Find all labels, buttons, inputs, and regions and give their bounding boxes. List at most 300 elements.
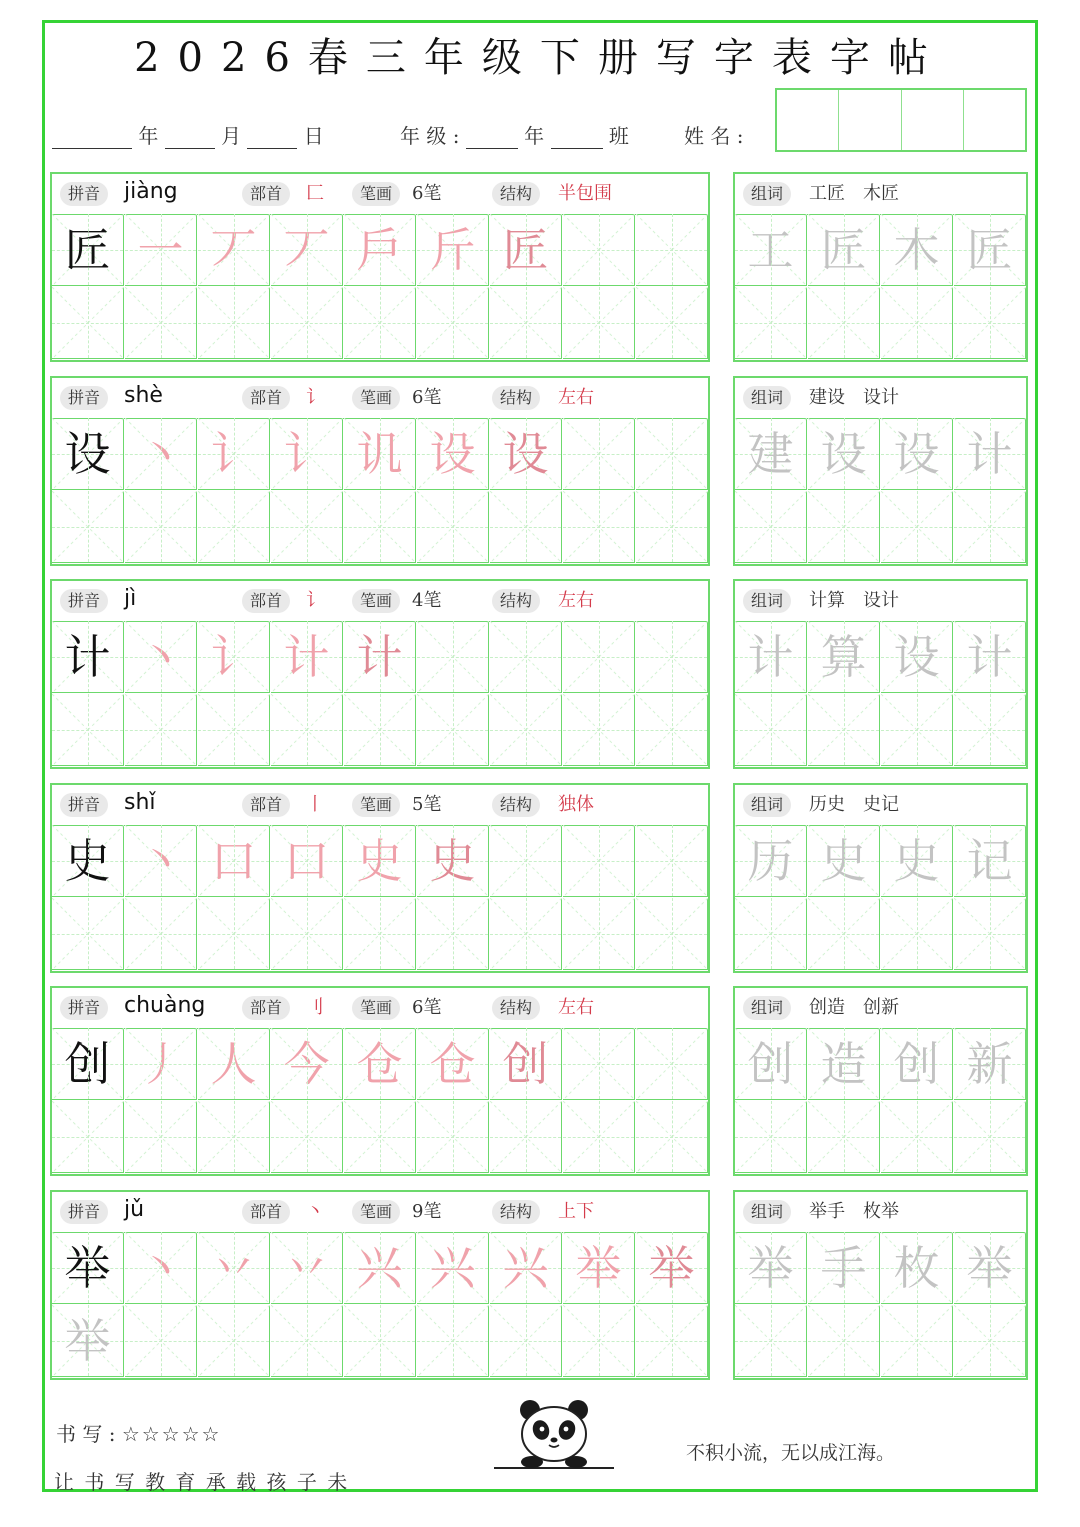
stroke-step-character: 一 <box>137 222 184 277</box>
practice-cell[interactable] <box>344 825 416 897</box>
practice-cell[interactable] <box>808 1101 880 1173</box>
practice-cell[interactable] <box>735 1028 807 1100</box>
class-blank[interactable] <box>551 128 603 149</box>
practice-cell[interactable] <box>125 1305 197 1377</box>
pinyin-value: jiàng <box>124 179 178 204</box>
practice-cell[interactable] <box>271 214 343 286</box>
trace-character: 计 <box>966 629 1013 684</box>
character-practice-block <box>50 783 710 973</box>
practice-cell[interactable] <box>808 825 880 897</box>
strokes-tag: 笔画 <box>352 793 400 817</box>
writing-label: 书 写 : <box>56 1422 116 1446</box>
practice-cell[interactable] <box>198 491 270 563</box>
practice-cell[interactable] <box>954 694 1026 766</box>
cell-guide-lines <box>125 694 197 766</box>
stroke-step-character: 兴 <box>429 1240 476 1295</box>
model-character: 匠 <box>64 222 111 277</box>
practice-cell[interactable] <box>198 418 270 490</box>
practice-cell[interactable] <box>881 825 953 897</box>
practice-cell[interactable] <box>881 1028 953 1100</box>
character-info-header <box>52 174 708 215</box>
practice-cell[interactable] <box>954 1101 1026 1173</box>
practice-cell[interactable] <box>417 1101 489 1173</box>
cell-guide-lines <box>52 287 124 359</box>
cell-guide-lines <box>52 491 124 563</box>
practice-cell[interactable] <box>198 694 270 766</box>
practice-cell[interactable] <box>808 694 880 766</box>
practice-cell[interactable] <box>954 491 1026 563</box>
cell-guide-lines <box>563 898 635 970</box>
practice-cell[interactable] <box>344 1101 416 1173</box>
stroke-step-character: 丶 <box>137 833 184 888</box>
cell-guide-lines <box>417 621 489 693</box>
practice-cell[interactable] <box>881 214 953 286</box>
character-info-header <box>52 785 708 826</box>
practice-cell[interactable] <box>636 287 708 359</box>
practice-cell[interactable] <box>636 825 708 897</box>
practice-cell[interactable] <box>636 621 708 693</box>
cell-guide-lines <box>636 214 708 286</box>
class-label: 班 <box>608 124 629 148</box>
practice-cell[interactable] <box>125 1028 197 1100</box>
radical-value: 讠 <box>306 590 324 611</box>
practice-cell[interactable] <box>125 621 197 693</box>
practice-cell[interactable] <box>490 491 562 563</box>
cell-guide-lines <box>563 418 635 490</box>
practice-cell[interactable] <box>954 825 1026 897</box>
character-practice-block <box>50 579 710 769</box>
practice-cell[interactable] <box>490 214 562 286</box>
practice-cell[interactable] <box>125 898 197 970</box>
practice-cell[interactable] <box>490 1305 562 1377</box>
trace-character: 木 <box>893 222 940 277</box>
practice-cell[interactable] <box>198 1305 270 1377</box>
practice-cell[interactable] <box>271 1232 343 1304</box>
practice-cell[interactable] <box>735 1101 807 1173</box>
words-tag: 组词 <box>743 1200 791 1224</box>
practice-cell[interactable] <box>52 1101 124 1173</box>
practice-cell[interactable] <box>125 418 197 490</box>
practice-cell[interactable] <box>271 1101 343 1173</box>
practice-cell[interactable] <box>417 825 489 897</box>
practice-cell[interactable] <box>52 1232 124 1304</box>
stroke-step-character: 讠 <box>210 426 257 481</box>
stroke-step-character: 仓 <box>356 1036 403 1091</box>
practice-cell[interactable] <box>198 621 270 693</box>
practice-cell[interactable] <box>881 287 953 359</box>
cell-guide-lines <box>490 491 562 563</box>
practice-cell[interactable] <box>735 418 807 490</box>
words-tag: 组词 <box>743 589 791 613</box>
cell-guide-lines <box>954 491 1026 563</box>
cell-guide-lines <box>344 694 416 766</box>
practice-cell[interactable] <box>125 1101 197 1173</box>
cell-guide-lines <box>125 1101 197 1173</box>
practice-cell[interactable] <box>808 1028 880 1100</box>
practice-cell[interactable] <box>636 1232 708 1304</box>
name-cell[interactable] <box>777 90 839 150</box>
practice-cell[interactable] <box>52 694 124 766</box>
practice-cell[interactable] <box>271 1305 343 1377</box>
practice-cell[interactable] <box>735 621 807 693</box>
practice-cell[interactable] <box>344 491 416 563</box>
practice-cell[interactable] <box>198 1232 270 1304</box>
practice-cell[interactable] <box>344 898 416 970</box>
practice-cell[interactable] <box>490 694 562 766</box>
structure-tag: 结构 <box>492 793 540 817</box>
character-practice-block <box>50 1190 710 1380</box>
cell-guide-lines <box>954 1101 1026 1173</box>
practice-cell[interactable] <box>808 1305 880 1377</box>
trace-character: 创 <box>747 1036 794 1091</box>
practice-cell[interactable] <box>954 621 1026 693</box>
cell-guide-lines <box>490 1101 562 1173</box>
practice-cell[interactable] <box>344 418 416 490</box>
year-blank[interactable] <box>52 128 132 149</box>
stroke-step-character: 计 <box>356 629 403 684</box>
practice-cell[interactable] <box>417 287 489 359</box>
practice-cell[interactable] <box>490 898 562 970</box>
practice-cell[interactable] <box>125 1232 197 1304</box>
cell-guide-lines <box>808 491 880 563</box>
cell-guide-lines <box>636 621 708 693</box>
cell-guide-lines <box>490 694 562 766</box>
practice-cell[interactable] <box>417 621 489 693</box>
name-cell[interactable] <box>964 90 1025 150</box>
pinyin-value: chuàng <box>124 993 206 1018</box>
practice-cell[interactable] <box>52 1305 124 1377</box>
cell-guide-lines <box>563 1028 635 1100</box>
practice-cell[interactable] <box>198 825 270 897</box>
practice-cell[interactable] <box>563 898 635 970</box>
strokes-tag: 笔画 <box>352 182 400 206</box>
structure-value: 半包围 <box>558 183 612 204</box>
practice-cell[interactable] <box>125 214 197 286</box>
practice-cell[interactable] <box>636 1101 708 1173</box>
practice-cell[interactable] <box>954 1232 1026 1304</box>
stroke-step-character: 设 <box>502 426 549 481</box>
practice-cell[interactable] <box>271 418 343 490</box>
practice-cell[interactable] <box>198 898 270 970</box>
character-practice-block <box>50 172 710 362</box>
words-value: 举手 枚举 <box>809 1201 899 1222</box>
practice-cell[interactable] <box>271 621 343 693</box>
practice-cell[interactable] <box>344 1232 416 1304</box>
cell-guide-lines <box>52 898 124 970</box>
character-practice-block <box>50 986 710 1176</box>
practice-cell[interactable] <box>490 1028 562 1100</box>
cell-guide-lines <box>490 287 562 359</box>
practice-cell[interactable] <box>563 621 635 693</box>
trace-character: 匠 <box>966 222 1013 277</box>
practice-cell[interactable] <box>735 491 807 563</box>
practice-cell[interactable] <box>52 418 124 490</box>
practice-cell[interactable] <box>125 825 197 897</box>
stroke-step-character: 仓 <box>429 1036 476 1091</box>
practice-cell[interactable] <box>881 1101 953 1173</box>
stroke-step-character: 丷 <box>210 1240 257 1295</box>
practice-cell[interactable] <box>563 491 635 563</box>
practice-cell[interactable] <box>735 694 807 766</box>
radical-value: 讠 <box>306 387 324 408</box>
practice-cell[interactable] <box>52 621 124 693</box>
stroke-step-character: 讠 <box>283 426 330 481</box>
practice-cell[interactable] <box>344 694 416 766</box>
star-rating[interactable]: ☆☆☆☆☆ <box>121 1422 222 1446</box>
cell-guide-lines <box>271 287 343 359</box>
stroke-step-character: 史 <box>356 833 403 888</box>
trace-character: 枚 <box>893 1240 940 1295</box>
cell-guide-lines <box>198 287 270 359</box>
model-character: 创 <box>64 1036 111 1091</box>
practice-cell[interactable] <box>954 287 1026 359</box>
practice-cell[interactable] <box>636 694 708 766</box>
cell-guide-lines <box>417 694 489 766</box>
structure-value: 上下 <box>558 1201 594 1222</box>
grade-year-blank[interactable] <box>466 128 518 149</box>
practice-cell[interactable] <box>636 1305 708 1377</box>
date-line <box>52 120 324 149</box>
practice-cell[interactable] <box>808 621 880 693</box>
practice-cell[interactable] <box>52 214 124 286</box>
cell-guide-lines <box>636 1101 708 1173</box>
pinyin-tag: 拼音 <box>60 793 108 817</box>
slogan: 让 书 写 教 育 承 载 孩 子 未 <box>54 1470 350 1494</box>
practice-cell[interactable] <box>417 694 489 766</box>
cell-guide-lines <box>271 898 343 970</box>
cell-guide-lines <box>735 694 807 766</box>
practice-cell[interactable] <box>881 694 953 766</box>
stroke-step-character: 人 <box>210 1036 257 1091</box>
pinyin-tag: 拼音 <box>60 182 108 206</box>
word-header <box>735 378 1026 419</box>
practice-cell[interactable] <box>52 491 124 563</box>
word-header <box>735 581 1026 622</box>
practice-cell[interactable] <box>417 418 489 490</box>
practice-cell[interactable] <box>563 1028 635 1100</box>
words-value: 工匠 木匠 <box>809 183 899 204</box>
cell-guide-lines <box>52 1101 124 1173</box>
stroke-step-character: 兴 <box>356 1240 403 1295</box>
stroke-step-character: 丶 <box>137 1240 184 1295</box>
trace-character: 设 <box>893 426 940 481</box>
practice-cell[interactable] <box>735 1305 807 1377</box>
radical-value: 丶 <box>306 1201 324 1222</box>
practice-cell[interactable] <box>881 621 953 693</box>
practice-cell[interactable] <box>636 898 708 970</box>
practice-cell[interactable] <box>881 1305 953 1377</box>
word-practice-block <box>733 783 1028 973</box>
trace-character: 史 <box>893 833 940 888</box>
practice-cell[interactable] <box>125 491 197 563</box>
trace-character: 算 <box>820 629 867 684</box>
practice-cell[interactable] <box>344 287 416 359</box>
cell-guide-lines <box>881 1101 953 1173</box>
practice-cell[interactable] <box>125 694 197 766</box>
month-blank[interactable] <box>165 128 215 149</box>
practice-cell[interactable] <box>344 214 416 286</box>
word-practice-block <box>733 986 1028 1176</box>
cell-guide-lines <box>563 214 635 286</box>
practice-cell[interactable] <box>808 214 880 286</box>
practice-cell[interactable] <box>52 287 124 359</box>
cell-guide-lines <box>881 491 953 563</box>
practice-cell[interactable] <box>271 694 343 766</box>
model-character: 计 <box>64 629 111 684</box>
radical-tag: 部首 <box>242 1200 290 1224</box>
practice-cell[interactable] <box>198 1101 270 1173</box>
cell-guide-lines <box>417 898 489 970</box>
practice-cell[interactable] <box>271 825 343 897</box>
strokes-value: 4笔 <box>412 590 442 611</box>
name-cell[interactable] <box>839 90 901 150</box>
practice-cell[interactable] <box>563 287 635 359</box>
strokes-tag: 笔画 <box>352 386 400 410</box>
stroke-step-character: 丿 <box>137 1036 184 1091</box>
strokes-value: 9笔 <box>412 1201 442 1222</box>
stroke-step-character: 计 <box>283 629 330 684</box>
trace-character: 设 <box>820 426 867 481</box>
word-practice-block <box>733 579 1028 769</box>
word-header <box>735 174 1026 215</box>
practice-cell[interactable] <box>636 418 708 490</box>
practice-cell[interactable] <box>198 1028 270 1100</box>
practice-cell[interactable] <box>198 214 270 286</box>
day-blank[interactable] <box>247 128 297 149</box>
cell-guide-lines <box>636 418 708 490</box>
practice-cell[interactable] <box>954 1028 1026 1100</box>
radical-tag: 部首 <box>242 589 290 613</box>
name-cell[interactable] <box>902 90 964 150</box>
trace-character: 工 <box>747 222 794 277</box>
strokes-value: 6笔 <box>412 997 442 1018</box>
name-box[interactable] <box>775 88 1027 152</box>
stroke-step-character: 兴 <box>502 1240 549 1295</box>
name-label: 姓 名 : <box>684 124 744 148</box>
practice-cell[interactable] <box>417 1305 489 1377</box>
practice-cell[interactable] <box>125 287 197 359</box>
strokes-tag: 笔画 <box>352 996 400 1020</box>
practice-cell[interactable] <box>198 287 270 359</box>
practice-cell[interactable] <box>881 491 953 563</box>
practice-cell[interactable] <box>808 287 880 359</box>
cell-guide-lines <box>125 491 197 563</box>
practice-cell[interactable] <box>490 621 562 693</box>
grade-label: 年 级 : <box>400 124 460 148</box>
cell-guide-lines <box>808 898 880 970</box>
strokes-tag: 笔画 <box>352 589 400 613</box>
practice-cell[interactable] <box>808 1232 880 1304</box>
structure-tag: 结构 <box>492 386 540 410</box>
cell-guide-lines <box>125 287 197 359</box>
cell-guide-lines <box>954 898 1026 970</box>
cell-guide-lines <box>735 287 807 359</box>
practice-cell[interactable] <box>417 898 489 970</box>
practice-cell[interactable] <box>881 418 953 490</box>
practice-cell[interactable] <box>808 418 880 490</box>
practice-cell[interactable] <box>563 1232 635 1304</box>
stroke-step-character: 设 <box>429 426 476 481</box>
stroke-step-character: 举 <box>575 1240 622 1295</box>
word-header <box>735 1192 1026 1233</box>
practice-cell[interactable] <box>490 1232 562 1304</box>
practice-cell[interactable] <box>636 491 708 563</box>
practice-cell[interactable] <box>271 287 343 359</box>
practice-cell[interactable] <box>881 1232 953 1304</box>
practice-cell[interactable] <box>636 214 708 286</box>
page-title: 2026春三年级下册写字表字帖 <box>134 35 946 81</box>
practice-cell[interactable] <box>808 491 880 563</box>
practice-cell[interactable] <box>490 825 562 897</box>
practice-cell[interactable] <box>344 1028 416 1100</box>
proverb: 不积小流，无以成江海。 <box>686 1442 896 1464</box>
practice-cell[interactable] <box>417 1028 489 1100</box>
practice-cell[interactable] <box>735 214 807 286</box>
cell-guide-lines <box>881 1305 953 1377</box>
practice-cell[interactable] <box>954 898 1026 970</box>
practice-cell[interactable] <box>735 1232 807 1304</box>
practice-cell[interactable] <box>490 418 562 490</box>
cell-guide-lines <box>417 491 489 563</box>
structure-value: 独体 <box>558 794 594 815</box>
cell-guide-lines <box>417 287 489 359</box>
practice-cell[interactable] <box>563 214 635 286</box>
practice-cell[interactable] <box>636 1028 708 1100</box>
practice-cell[interactable] <box>490 1101 562 1173</box>
words-tag: 组词 <box>743 182 791 206</box>
cell-guide-lines <box>636 898 708 970</box>
pinyin-tag: 拼音 <box>60 996 108 1020</box>
practice-cell[interactable] <box>563 694 635 766</box>
practice-cell[interactable] <box>881 898 953 970</box>
practice-cell[interactable] <box>490 287 562 359</box>
practice-cell[interactable] <box>735 825 807 897</box>
practice-cell[interactable] <box>271 491 343 563</box>
practice-cell[interactable] <box>271 898 343 970</box>
practice-cell[interactable] <box>954 418 1026 490</box>
practice-cell[interactable] <box>52 825 124 897</box>
word-practice-block <box>733 1190 1028 1380</box>
practice-cell[interactable] <box>271 1028 343 1100</box>
practice-cell[interactable] <box>735 287 807 359</box>
practice-cell[interactable] <box>344 1305 416 1377</box>
practice-cell[interactable] <box>417 214 489 286</box>
structure-value: 左右 <box>558 997 594 1018</box>
practice-cell[interactable] <box>808 898 880 970</box>
cell-guide-lines <box>490 825 562 897</box>
pinyin-value: jǔ <box>124 1197 145 1222</box>
radical-value: 丨 <box>306 794 324 815</box>
cell-guide-lines <box>52 694 124 766</box>
practice-cell[interactable] <box>954 214 1026 286</box>
practice-cell[interactable] <box>52 1028 124 1100</box>
practice-cell[interactable] <box>563 1101 635 1173</box>
practice-cell[interactable] <box>52 898 124 970</box>
practice-cell[interactable] <box>417 491 489 563</box>
practice-cell[interactable] <box>344 621 416 693</box>
trace-character: 举 <box>966 1240 1013 1295</box>
practice-cell[interactable] <box>563 418 635 490</box>
structure-tag: 结构 <box>492 182 540 206</box>
month-label: 月 <box>221 124 242 148</box>
cell-guide-lines <box>417 1305 489 1377</box>
practice-cell[interactable] <box>735 898 807 970</box>
practice-cell[interactable] <box>563 1305 635 1377</box>
practice-cell[interactable] <box>563 825 635 897</box>
trace-character: 记 <box>966 833 1013 888</box>
practice-cell[interactable] <box>954 1305 1026 1377</box>
practice-cell[interactable] <box>417 1232 489 1304</box>
